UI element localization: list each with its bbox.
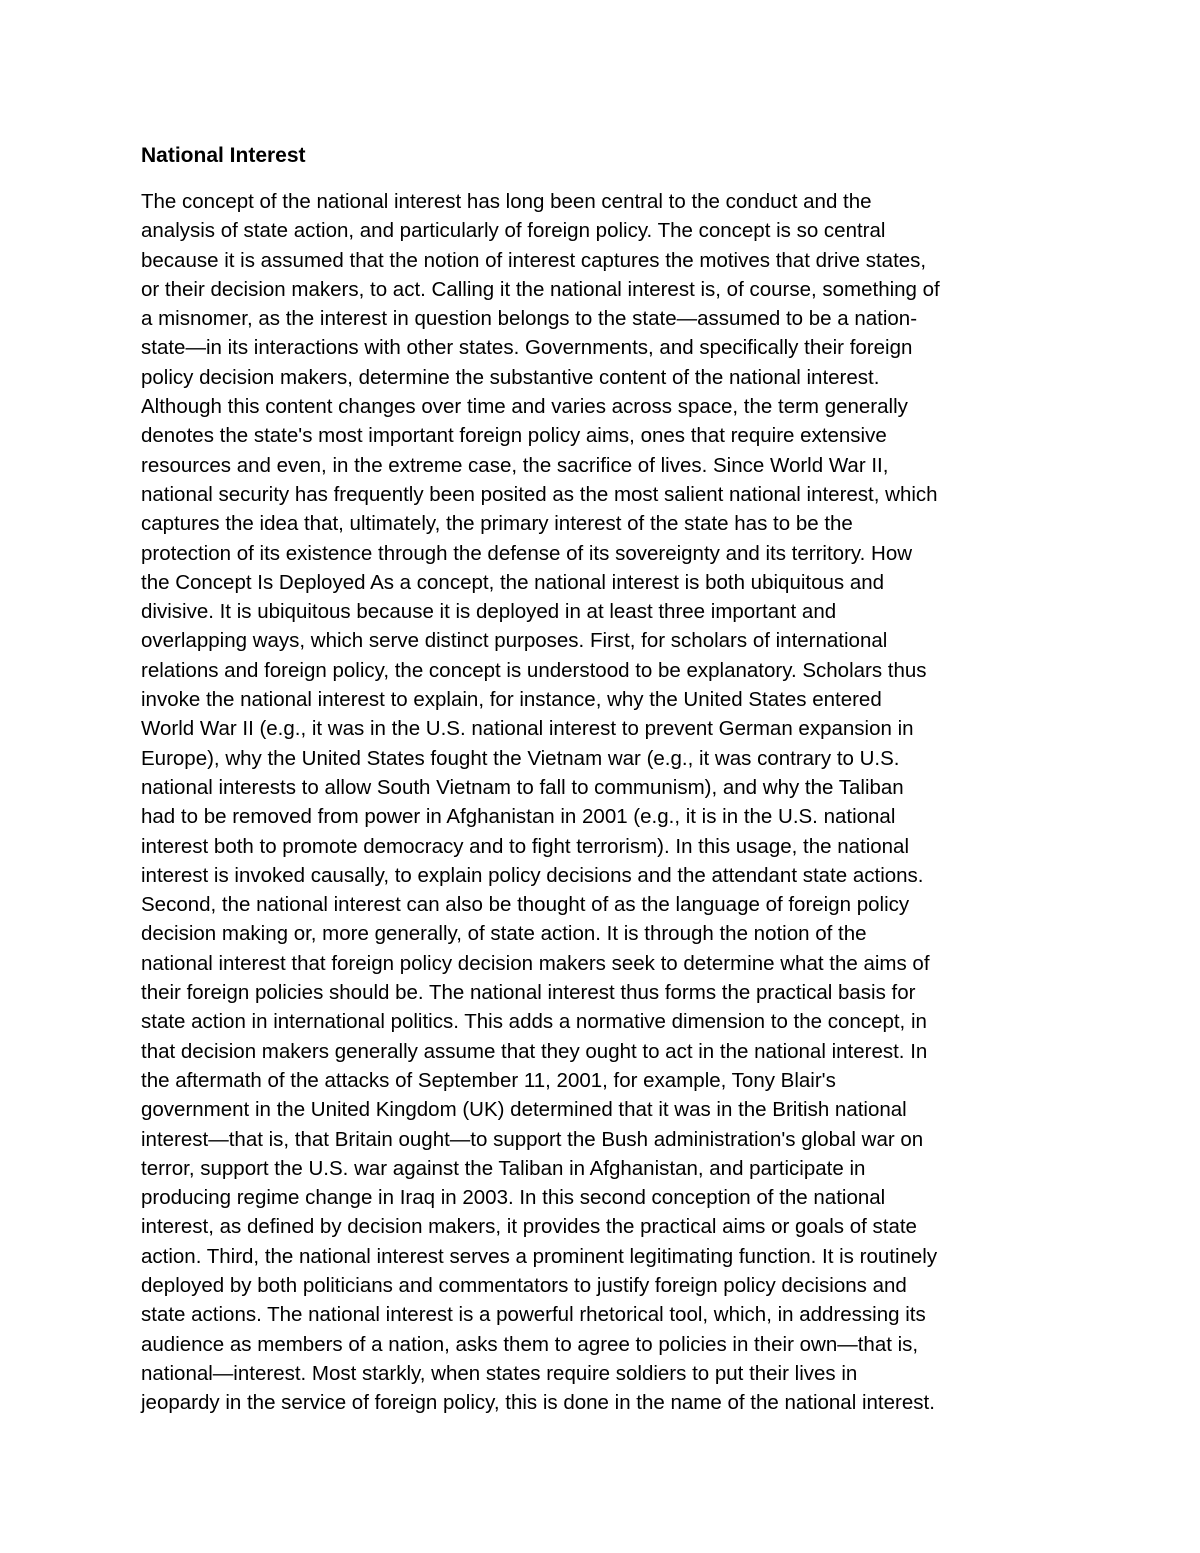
body-text-line: because it is assumed that the notion of interest captures the motives that drive states, xyxy=(141,248,927,272)
body-text-line: national interests to allow South Vietnam to fall to communism), and why the Taliban xyxy=(141,775,904,799)
body-text-line: the aftermath of the attacks of September 11, 2001, for example, Tony Blair's xyxy=(141,1068,836,1092)
body-text-line: national—interest. Most starkly, when states require soldiers to put their lives in xyxy=(141,1361,858,1385)
body-text-line: policy decision makers, determine the substantive content of the national interest. xyxy=(141,365,880,389)
body-text-line: national security has frequently been posited as the most salient national interest, which xyxy=(141,482,938,506)
body-text-line: decision making or, more generally, of state action. It is through the notion of the xyxy=(141,922,867,946)
body-text-line: the Concept Is Deployed As a concept, the national interest is both ubiquitous and xyxy=(141,570,885,594)
body-text-line: interest—that is, that Britain ought—to support the Bush administration's global war on xyxy=(141,1127,924,1151)
body-text-line: Second, the national interest can also be thought of as the language of foreign policy xyxy=(141,893,910,917)
body-text-line: denotes the state's most important foreign policy aims, ones that require extensive xyxy=(141,424,887,448)
body-text-line: interest both to promote democracy and to fight terrorism). In this usage, the national xyxy=(141,834,910,858)
body-text-line: overlapping ways, which serve distinct purposes. First, for scholars of international xyxy=(141,629,888,653)
body-text-line: World War II (e.g., it was in the U.S. national interest to prevent German expansion in xyxy=(141,717,914,741)
body-text-line: relations and foreign policy, the concept is understood to be explanatory. Scholars thus xyxy=(141,658,927,682)
body-text-line: jeopardy in the service of foreign policy, this is done in the name of the national interest. xyxy=(141,1391,935,1415)
body-text-line: Although this content changes over time and varies across space, the term generally xyxy=(141,395,908,419)
body-text-line: their foreign policies should be. The national interest thus forms the practical basis for xyxy=(141,981,916,1005)
body-text-line: Europe), why the United States fought the Vietnam war (e.g., it was contrary to U.S. xyxy=(141,746,900,770)
body-text-line: divisive. It is ubiquitous because it is deployed in at least three important and xyxy=(141,600,837,624)
body-text-line: state actions. The national interest is a powerful rhetorical tool, which, in addressing its xyxy=(141,1303,926,1327)
body-text-line: captures the idea that, ultimately, the primary interest of the state has to be the xyxy=(141,512,853,536)
body-text-line: state—in its interactions with other states. Governments, and specifically their foreign xyxy=(141,336,913,360)
body-text-line: analysis of state action, and particularly of foreign policy. The concept is so central xyxy=(141,219,886,243)
body-text-line: deployed by both politicians and commentators to justify foreign policy decisions and xyxy=(141,1273,907,1297)
body-text-line: protection of its existence through the defense of its sovereignty and its territory. How xyxy=(141,541,913,565)
body-text-line: terror, support the U.S. war against the Taliban in Afghanistan, and participate in xyxy=(141,1156,866,1180)
body-text-line: invoke the national interest to explain, for instance, why the United States entered xyxy=(141,688,882,712)
body-text-line: a misnomer, as the interest in question belongs to the state—assumed to be a nation- xyxy=(141,307,918,331)
body-text-line: that decision makers generally assume that they ought to act in the national interest. In xyxy=(141,1039,928,1063)
body-text-line: government in the United Kingdom (UK) determined that it was in the British national xyxy=(141,1098,907,1122)
body-text-line: national interest that foreign policy decision makers seek to determine what the aims of xyxy=(141,951,930,975)
body-text-line: producing regime change in Iraq in 2003. In this second conception of the national xyxy=(141,1186,886,1210)
body-text-line: resources and even, in the extreme case, the sacrifice of lives. Since World War II, xyxy=(141,453,889,477)
document-title: National Interest xyxy=(141,144,306,167)
body-text-line: had to be removed from power in Afghanistan in 2001 (e.g., it is in the U.S. national xyxy=(141,805,896,829)
body-text-line: state action in international politics. This adds a normative dimension to the concept, in xyxy=(141,1010,927,1034)
body-text-line: audience as members of a nation, asks them to agree to policies in their own—that is, xyxy=(141,1332,919,1356)
document-body xyxy=(141,187,1076,1417)
body-text-line: interest is invoked causally, to explain policy decisions and the attendant state actions. xyxy=(141,863,924,887)
body-text-line: interest, as defined by decision makers, it provides the practical aims or goals of state xyxy=(141,1215,917,1239)
body-text-line: The concept of the national interest has long been central to the conduct and the xyxy=(141,190,872,213)
body-text-line: action. Third, the national interest serves a prominent legitimating function. It is routinely xyxy=(141,1244,938,1268)
body-text-line: or their decision makers, to act. Calling it the national interest is, of course, something of xyxy=(141,277,940,301)
